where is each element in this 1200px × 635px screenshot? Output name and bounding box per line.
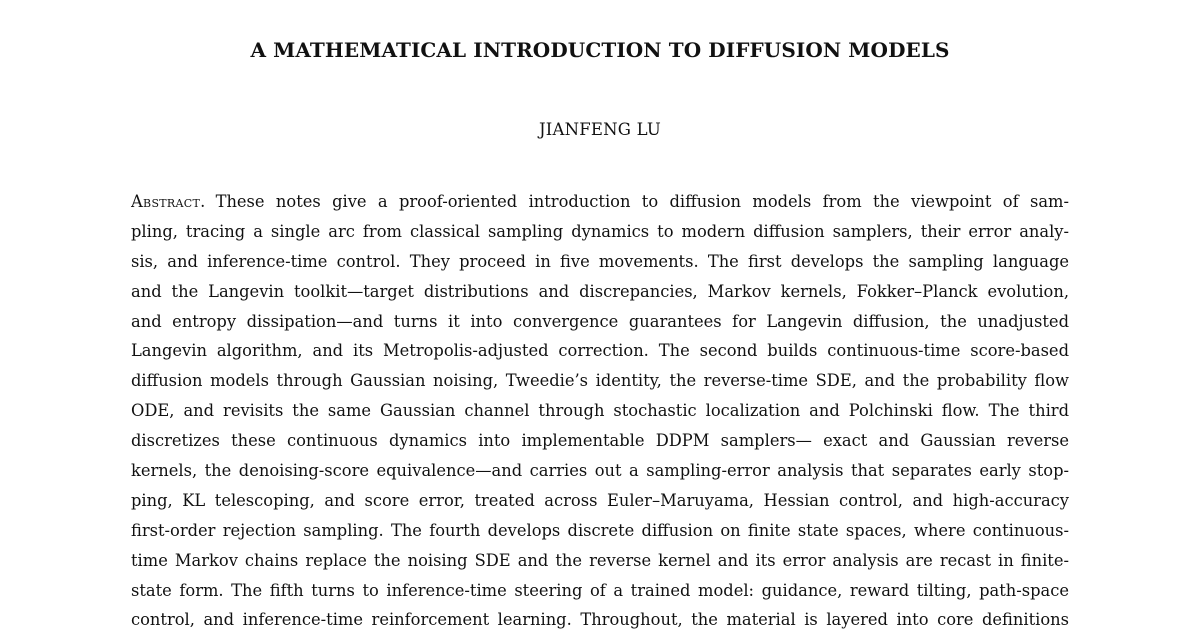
abstract [131,187,1069,635]
abstract-line: first-order rejection sampling. The fourth develops discrete diffusion on finite state spaces, where continuous- [131,520,1069,540]
abstract-line: control, and inference-time reinforcement learning. Throughout, the material is layered into core definitions [131,610,1069,630]
abstract-line: pling, tracing a single arc from classical sampling dynamics to modern diffusion samplers, their error analy- [131,221,1069,241]
abstract-line: diffusion models through Gaussian noising, Tweedie’s identity, the reverse-time SDE, and the probability flow [131,371,1069,391]
paper-title: A MATHEMATICAL INTRODUCTION TO DIFFUSION MODELS [250,38,950,62]
abstract-line-text: These notes give a proof-oriented introduction to diffusion models from the viewpoint of sam- [215,192,1069,211]
abstract-line: and the Langevin toolkit—target distributions and discrepancies, Markov kernels, Fokker–Planck evolution, [131,281,1069,301]
abstract-line: ODE, and revisits the same Gaussian channel through stochastic localization and Polchinski flow. The third [131,401,1069,421]
abstract-line: sis, and inference-time control. They proceed in five movements. The first develops the sampling language [131,251,1069,271]
paper-author: JIANFENG LU [538,120,661,139]
abstract-line: kernels, the denoising-score equivalence—and carries out a sampling-error analysis that separates early stop- [131,461,1069,481]
abstract-label: Abstract. [131,192,206,211]
abstract-line: ping, KL telescoping, and score error, treated across Euler–Maruyama, Hessian control, and high-accuracy [131,490,1069,510]
abstract-line: time Markov chains replace the noising SDE and the reverse kernel and its error analysis are recast in finite- [131,550,1069,570]
abstract-line: Langevin algorithm, and its Metropolis-adjusted correction. The second builds continuous-time score-based [131,341,1069,361]
abstract-line: discretizes these continuous dynamics into implementable DDPM samplers— exact and Gaussian reverse [131,431,1069,451]
abstract-line [131,187,1069,217]
abstract-line: state form. The fifth turns to inference-time steering of a trained model: guidance, reward tilting, path-space [131,580,1069,600]
abstract-line: and entropy dissipation—and turns it into convergence guarantees for Langevin diffusion, the unadjusted [131,311,1069,331]
